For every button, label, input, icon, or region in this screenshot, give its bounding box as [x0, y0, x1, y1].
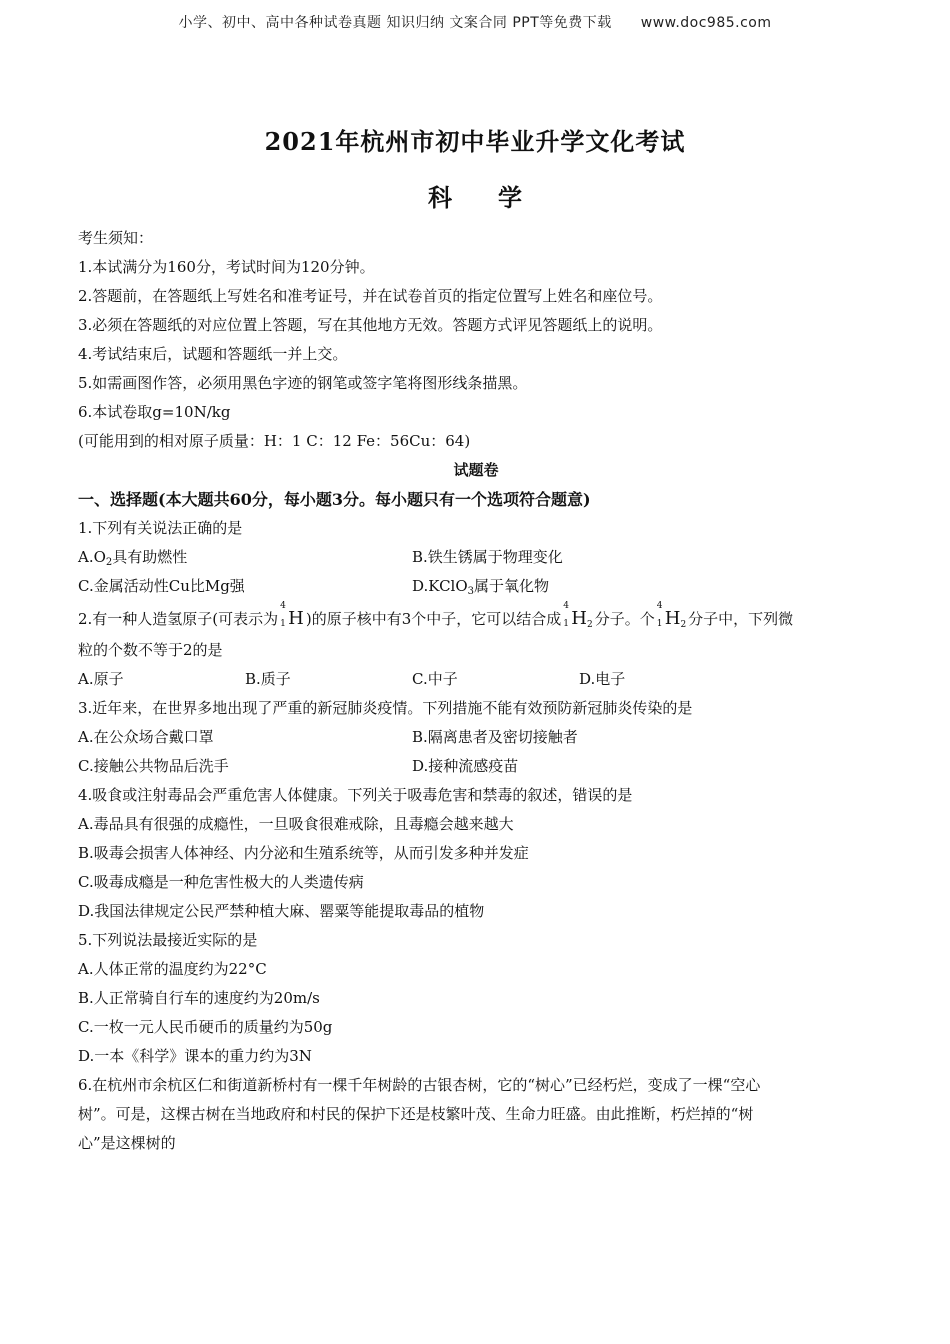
question-5-option-c: C.一枚一元人民币硬币的质量约为50g [78, 1018, 333, 1036]
question-1-options-row2 [78, 572, 874, 601]
question-4-option-d: D.我国法律规定公民严禁种植大麻、罂粟等能提取毒品的植物 [78, 902, 485, 920]
question-1-option-d: D.KClO$_3$属于氧化物 [412, 577, 550, 597]
question-6-stem-cont: 树”。可是，这棵古树在当地政府和村民的保护下还是枝繁叶茂、生命力旺盛。由此推断，朽烂掉的“树 [78, 1105, 754, 1123]
question-2-stem: 2.有一种人造氢原子(可表示为 4 1 H )的原子核中有3个中子，它可以结合成 4 1 H2 分子。个 4 1 H2 分子中，下列微 [78, 601, 794, 630]
question-5-option-a: A.人体正常的温度约为22°C [78, 960, 267, 978]
hydrogen-molecule-symbol: 4 1 H2 [656, 601, 687, 630]
question-4-stem: 4.吸食或注射毒品会严重危害人体健康。下列关于吸毒危害和禁毒的叙述，错误的是 [78, 786, 633, 804]
notice-item: 1.本试满分为160分，考试时间为120分钟。 [78, 258, 375, 276]
question-1-option-b: B.铁生锈属于物理变化 [412, 548, 563, 566]
question-5-option-b: B.人正常骑自行车的速度约为20m/s [78, 989, 320, 1007]
exam-title: 2021年杭州市初中毕业升学文化考试 [264, 127, 686, 156]
hydrogen-isotope-symbol: 4 1 H [280, 601, 304, 629]
header-site[interactable]: www.doc985.com [640, 15, 772, 31]
question-3-option-d: D.接种流感疫苗 [412, 757, 519, 775]
question-2-option-d: D.电子 [579, 670, 626, 688]
question-3-options-row2 [78, 752, 874, 781]
header-banner: 小学、初中、高中各种试卷真题 知识归纳 文案合同 PPT等免费下载 [178, 15, 612, 31]
question-4-option-b: B.吸毒会损害人体神经、内分泌和生殖系统等，从而引发多种并发症 [78, 844, 529, 862]
question-1-option-c: C.金属活动性Cu比Mg强 [78, 577, 245, 595]
question-3-option-a: A.在公众场合戴口罩 [78, 728, 214, 746]
question-4-option-a: A.毒品具有很强的成瘾性，一旦吸食很难戒除，且毒瘾会越来越大 [78, 815, 514, 833]
question-1-options-row1 [78, 543, 874, 572]
paper-label: 试题卷 [453, 461, 499, 479]
notice-heading: 考生须知： [78, 229, 154, 247]
question-2-option-c: C.中子 [412, 670, 458, 688]
question-2-options [78, 665, 874, 694]
question-6-stem: 6.在杭州市余杭区仁和街道新桥村有一棵千年树龄的古银杏树，它的“树心”已经朽烂，变成了一棵“空心 [78, 1076, 761, 1094]
notice-item: 2.答题前，在答题纸上写姓名和准考证号，并在试卷首页的指定位置写上姓名和座位号。 [78, 287, 663, 305]
exam-body [78, 224, 874, 1158]
question-6-stem-cont: 心”是这棵树的 [78, 1134, 176, 1152]
hydrogen-molecule-symbol: 4 1 H2 [563, 601, 593, 630]
notice-item: 6.本试卷取g=10N/kg [78, 403, 231, 421]
exam-subject: 科学 [428, 183, 568, 212]
question-2-stem-cont: 粒的个数不等于2的是 [78, 641, 223, 659]
question-3-option-b: B.隔离患者及密切接触者 [412, 728, 578, 746]
section-title: 一、选择题(本大题共60分，每小题3分。每小题只有一个选项符合题意) [78, 490, 591, 509]
notice-item: (可能用到的相对原子质量：H：1 C：12 Fe：56Cu：64) [78, 432, 471, 450]
notice-item: 4.考试结束后，试题和答题纸一并上交。 [78, 345, 348, 363]
question-3-stem: 3.近年来，在世界多地出现了严重的新冠肺炎疫情。下列措施不能有效预防新冠肺炎传染的是 [78, 699, 693, 717]
question-3-option-c: C.接触公共物品后洗手 [78, 757, 229, 775]
question-5-option-d: D.一本《科学》课本的重力约为3N [78, 1047, 312, 1065]
question-5-stem: 5.下列说法最接近实际的是 [78, 931, 258, 949]
question-4-option-c: C.吸毒成瘾是一种危害性极大的人类遗传病 [78, 873, 364, 891]
notice-item: 3.必须在答题纸的对应位置上答题，写在其他地方无效。答题方式评见答题纸上的说明。 [78, 316, 663, 334]
question-1-option-a: $A.O_2$具有助燃性 [78, 548, 188, 568]
notice-item: 5.如需画图作答，必须用黑色字迹的钢笔或签字笔将图形线条描黑。 [78, 374, 528, 392]
question-2-option-b: B.质子 [245, 670, 291, 688]
question-3-options-row1 [78, 723, 874, 752]
question-2-option-a: A.原子 [78, 670, 124, 688]
question-1-stem: 1.下列有关说法正确的是 [78, 519, 243, 537]
page-header [0, 12, 950, 32]
